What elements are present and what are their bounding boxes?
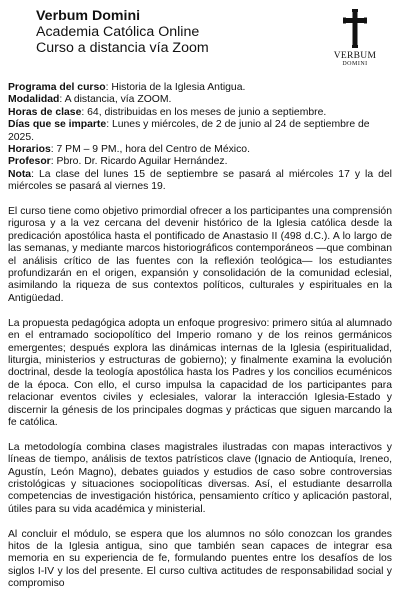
course-info: [8, 82, 392, 194]
paragraph-conclusion: Al concluir el módulo, se espera que los alumnos no sólo conozcan los grandes hitos de la Iglesia antigua, sino que también sean capaces de integrar esa memoria en su experiencia de fe, formulando puentes entre los desafíos de los siglos I-IV y los del presente. El curso cultiva actitudes de responsabilidad social y compromiso: [8, 528, 392, 590]
verbum-domini-logo: [327, 8, 383, 80]
info-value: : Pbro. Dr. Ricardo Aguilar Hernández.: [50, 156, 228, 168]
info-label: Programa del curso: [8, 82, 106, 93]
info-line-hours: [8, 107, 392, 119]
info-label: Nota: [8, 168, 32, 180]
document-body: [8, 82, 392, 591]
info-line-teacher: [8, 156, 392, 168]
info-line-modality: [8, 94, 392, 106]
header-block: [36, 8, 336, 56]
info-value: : Lunes y miércoles, de 2 de junio al 24 de septiembre de 2025.: [8, 119, 370, 143]
info-line-note: [8, 169, 392, 194]
course-modality-line: Curso a distancia vía Zoom: [36, 40, 209, 56]
info-label: Horarios: [8, 144, 51, 156]
info-line-program: [8, 82, 392, 94]
info-value: : 64, distribuidas en los meses de junio a septiembre.: [81, 106, 327, 118]
info-value: : 7 PM – 9 PM., hora del Centro de México.: [50, 144, 250, 156]
paragraph-objective: El curso tiene como objetivo primordial ofrecer a los participantes una comprensión rigurosa y a la vez cercana del devenir histórico de la Iglesia católica desde la predicación apostólica hasta el pontificado de Anastasio II (498 d.C.). A lo largo de las semanas, y mediante marcos historiográficos contemporáneos —que combinan el análisis crítico de las fuentes con la reflexión teológica— los estudiantes profundizarán en el origen, expansión y consolidación de la comunidad eclesial, asimilando la riqueza de sus contextos políticos, culturales y espirituales en la Antigüedad.: [8, 206, 392, 304]
academy-name: Academia Católica Online: [36, 24, 200, 40]
info-value: : A distancia, vía ZOOM.: [59, 94, 172, 106]
paragraph-pedagogy: La propuesta pedagógica adopta un enfoque progresivo: primero sitúa al alumnado en el entramado sociopolítico del Imperio romano y de los reinos germánicos emergentes; después explora las dinámicas internas de la Iglesia (espiritualidad, liturgia, ministerios y estructuras de gobierno); y finalmente examina la evolución doctrinal, desde la teología apostólica hasta los Padres y los concilios ecuménicos de la época. Con ello, el curso impulsa la capacidad de los participantes para relacionar eventos civiles y eclesiales, valorar la interacción Iglesia-Estado y discernir la génesis de los principales dogmas y prácticas que siguen marcando la fe católica.: [8, 317, 392, 428]
info-label: Profesor: [8, 156, 51, 168]
info-line-schedule: [8, 144, 392, 156]
info-label: Modalidad: [8, 94, 60, 106]
cross-icon: [341, 8, 369, 50]
info-value: : La clase del lunes 15 de septiembre se pasará al miércoles 17 y la del miércoles se pasará al viernes 19.: [8, 168, 392, 193]
info-label: Días que se imparte: [8, 119, 107, 131]
logo-sub-text: DOMINI: [342, 61, 368, 67]
info-value: : Historia de la Iglesia Antigua.: [105, 82, 246, 93]
logo-brand-text: VERBUM: [333, 51, 377, 61]
info-line-days: [8, 119, 392, 144]
info-label: Horas de clase: [8, 106, 82, 118]
organization-name: Verbum Domini: [36, 8, 141, 24]
paragraph-methodology: La metodología combina clases magistrales ilustradas con mapas interactivos y líneas de tiempo, análisis de textos patrísticos clave (Ignacio de Antioquía, Ireneo, Agustín, León Magno), debates guiados y estudios de caso sobre controversias cristológicas y situaciones sociopolíticas diversas. Así, el estudiante desarrolla competencias de investigación histórica, pensamiento crítico y aplicación pastoral, útiles para su vida académica y ministerial.: [8, 441, 392, 515]
